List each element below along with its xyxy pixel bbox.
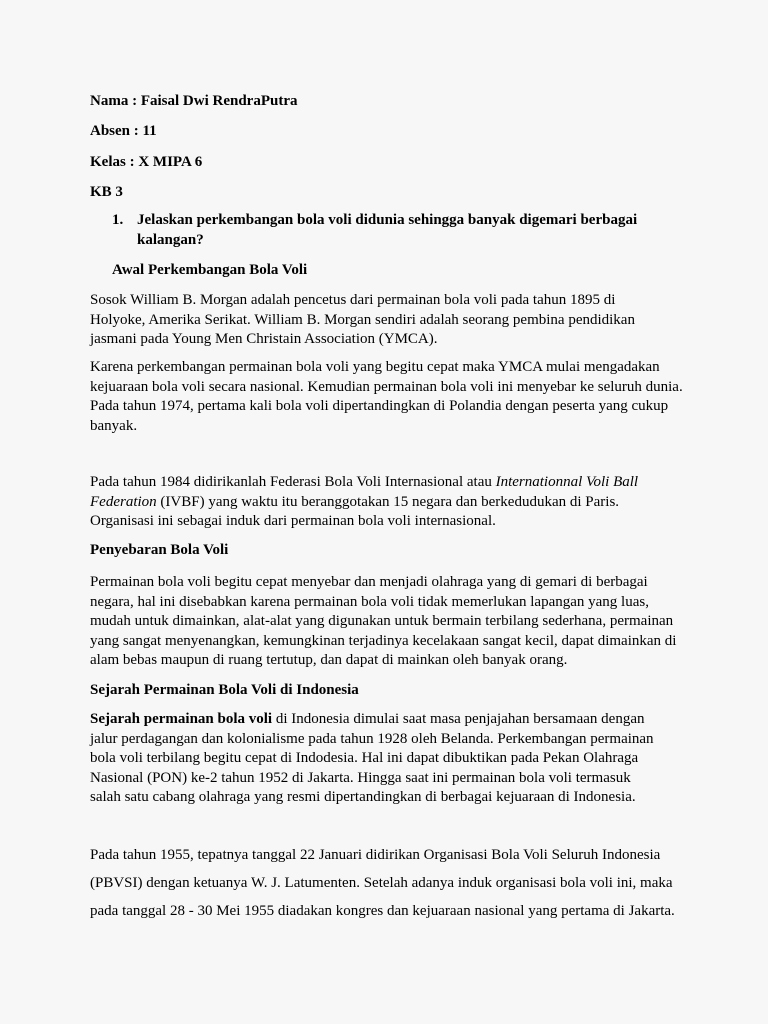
kb-label: KB 3 <box>90 184 123 200</box>
federation-text-before: Pada tahun 1984 didirikanlah Federasi Bola Voli Internasional atau <box>90 474 496 490</box>
question-number: 1. <box>112 212 124 228</box>
pbvsi-line-2: (PBVSI) dengan ketuanya W. J. Latumenten. Setelah adanya induk organisasi bola voli ini, maka <box>90 875 673 891</box>
paragraph-awal-1: Sosok William B. Morgan adalah pencetus dari permainan bola voli pada tahun 1895 di Holyoke, Amerika Serikat. William B. Morgan sendiri adalah seorang pembina pendidikan jasmani pada Young Men Christain Association (YMCA). <box>90 292 635 347</box>
section-title-penyebaran: Penyebaran Bola Voli <box>90 542 229 558</box>
section-title-awal: Awal Perkembangan Bola Voli <box>112 262 308 278</box>
federation-text-after: (IVBF) yang waktu itu beranggotakan 15 negara dan berkedudukan di Paris. Organisasi ini sebagai induk dari permainan bola voli internasional. <box>90 493 620 529</box>
student-name: Nama : Faisal Dwi RendraPutra <box>90 93 298 109</box>
section-title-sejarah: Sejarah Permainan Bola Voli di Indonesia <box>90 682 359 698</box>
pbvsi-line-3: pada tanggal 28 - 30 Mei 1955 diadakan kongres dan kejuaraan nasional yang pertama di Jakarta. <box>90 903 675 919</box>
sejarah-text-rest: di Indonesia dimulai saat masa penjajahan bersamaan dengan jalur perdagangan dan kolonialisme pada tahun 1928 oleh Belanda. Perkembangan permainan bola voli terbilang begitu cepat di Indodesia. Hal ini dapat dibuktikan pada Pekan Olahraga Nasional (PON) ke-2 tahun 1952 di Jakarta. Hingga saat ini permainan bola voli termasuk salah satu cabang olahraga yang resmi dipertandingkan di berbagai kejuaraan di Indonesia. <box>90 711 654 805</box>
federation-name-italic: Internationnal Voli Ball Federation <box>90 474 639 510</box>
paragraph-federation <box>90 473 665 532</box>
sejarah-bold-lead: Sejarah permainan bola voli <box>90 711 273 727</box>
paragraph-penyebaran: Permainan bola voli begitu cepat menyebar dan menjadi olahraga yang di gemari di berbagai negara, hal ini disebabkan karena permainan bola voli tidak memerlukan lapangan yang luas, mudah untuk dimainkan, alat-alat yang digunakan untuk bermain terbilang sederhana, permainan yang sangat menyenangkan, kemungkinan terjadinya kecelakaan sangat kecil, dapat dimainkan di alam bebas maupun di ruang tertutup, dan dapat di mainkan oleh banyak orang. <box>90 574 677 668</box>
question-text: Jelaskan perkembangan bola voli didunia sehingga banyak digemari berbagai kalangan? <box>137 212 638 248</box>
pbvsi-line-1: Pada tahun 1955, tepatnya tanggal 22 Januari didirikan Organisasi Bola Voli Seluruh Indonesia <box>90 847 661 863</box>
paragraph-sejarah <box>90 710 662 808</box>
question-item <box>90 211 650 250</box>
student-absen: Absen : 11 <box>90 123 157 139</box>
paragraph-awal-2: Karena perkembangan permainan bola voli yang begitu cepat maka YMCA mulai mengadakan kejuaraan bola voli secara nasional. Kemudian permainan bola voli ini menyebar ke seluruh dunia. Pada tahun 1974, pertama kali bola voli dipertandingkan di Polandia dengan peserta yang cukup banyak. <box>90 359 683 434</box>
student-class: Kelas : X MIPA 6 <box>90 154 203 170</box>
